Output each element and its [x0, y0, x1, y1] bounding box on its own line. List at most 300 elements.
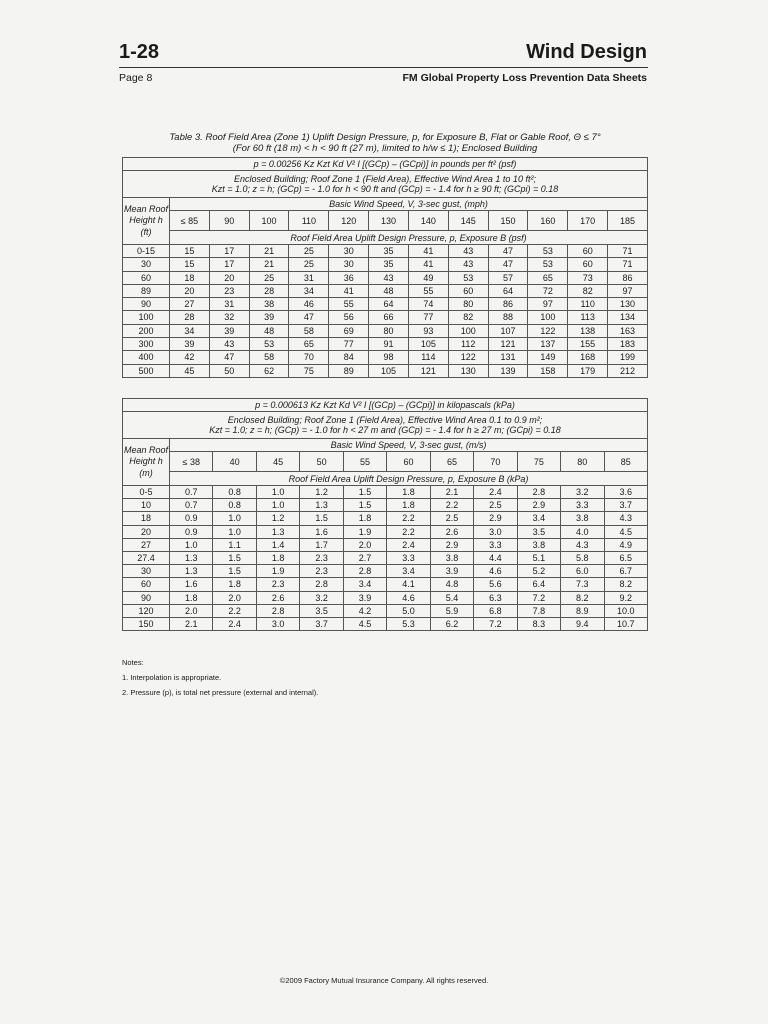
metric-speed-column-header: 75 — [517, 452, 560, 472]
pressure-cell: 77 — [329, 338, 369, 351]
pressure-cell: 1.3 — [170, 552, 213, 565]
pressure-cell: 4.8 — [430, 578, 473, 591]
pressure-cell: 3.4 — [517, 512, 560, 525]
pressure-cell: 134 — [608, 311, 648, 324]
pressure-cell: 163 — [608, 324, 648, 337]
pressure-cell: 91 — [369, 338, 409, 351]
english-speed-column-header: ≤ 85 — [170, 211, 210, 231]
pressure-cell: 17 — [209, 245, 249, 258]
notes-title: Notes: — [122, 658, 144, 667]
pressure-cell: 2.4 — [213, 618, 256, 631]
pressure-cell: 50 — [209, 364, 249, 377]
pressure-cell: 5.3 — [387, 618, 430, 631]
row-height-label: 0-15 — [123, 245, 170, 258]
pressure-cell: 5.4 — [430, 591, 473, 604]
pressure-cell: 2.2 — [213, 604, 256, 617]
pressure-cell: 1.8 — [387, 499, 430, 512]
table-row — [123, 258, 648, 271]
pressure-cell: 3.2 — [300, 591, 343, 604]
pressure-cell: 5.2 — [517, 565, 560, 578]
pressure-cell: 7.2 — [474, 618, 517, 631]
pressure-cell: 6.0 — [561, 565, 604, 578]
table-row — [123, 525, 648, 538]
pressure-cell: 1.8 — [170, 591, 213, 604]
pressure-cell: 60 — [568, 245, 608, 258]
pressure-cell: 183 — [608, 338, 648, 351]
pressure-cell: 4.5 — [343, 618, 386, 631]
pressure-cell: 39 — [249, 311, 289, 324]
pressure-cell: 2.1 — [430, 486, 473, 499]
metric-speed-header: Basic Wind Speed, V, 3-sec gust, (m/s) — [170, 439, 648, 452]
pressure-cell: 23 — [209, 284, 249, 297]
pressure-cell: 42 — [170, 351, 210, 364]
header-rule — [119, 67, 648, 68]
pressure-cell: 1.5 — [343, 499, 386, 512]
metric-speed-column-header: 60 — [387, 452, 430, 472]
pressure-cell: 1.2 — [256, 512, 299, 525]
pressure-cell: 1.2 — [300, 486, 343, 499]
pressure-cell: 45 — [170, 364, 210, 377]
pressure-cell: 4.1 — [387, 578, 430, 591]
pressure-cell: 97 — [608, 284, 648, 297]
pressure-cell: 88 — [488, 311, 528, 324]
pressure-cell: 53 — [249, 338, 289, 351]
metric-conditions-line-2: Kzt = 1.0; z = h; (GCp) = - 1.0 for h < 27 m and (GCp) = - 1.4 for h ≥ 27 m; (GCpi) = 0.18 — [209, 425, 561, 435]
english-speed-column-header: 150 — [488, 211, 528, 231]
pressure-cell: 168 — [568, 351, 608, 364]
row-height-label: 150 — [123, 618, 170, 631]
pressure-cell: 47 — [209, 351, 249, 364]
metric-conditions-line-1: Enclosed Building; Roof Zone 1 (Field Area), Effective Wind Area 0.1 to 0.9 m²; — [227, 415, 543, 425]
pressure-cell: 3.9 — [343, 591, 386, 604]
pressure-cell: 2.5 — [430, 512, 473, 525]
pressure-cell: 62 — [249, 364, 289, 377]
pressure-cell: 41 — [408, 245, 448, 258]
pressure-cell: 0.9 — [170, 512, 213, 525]
pressure-cell: 3.0 — [256, 618, 299, 631]
pressure-cell: 2.8 — [256, 604, 299, 617]
english-speed-column-header: 110 — [289, 211, 329, 231]
pressure-cell: 28 — [249, 284, 289, 297]
pressure-cell: 6.7 — [604, 565, 647, 578]
pressure-cell: 1.1 — [213, 538, 256, 551]
pressure-cell: 1.9 — [256, 565, 299, 578]
pressure-cell: 39 — [209, 324, 249, 337]
pressure-cell: 80 — [448, 298, 488, 311]
page-number: 1-28 — [119, 41, 160, 63]
pressure-cell: 77 — [408, 311, 448, 324]
pressure-cell: 49 — [408, 271, 448, 284]
pressure-cell: 2.6 — [430, 525, 473, 538]
row-height-label: 60 — [123, 578, 170, 591]
table-row — [123, 338, 648, 351]
metric-speed-column-header: 65 — [430, 452, 473, 472]
english-row-header: Mean Roof Height h (ft) — [123, 198, 170, 245]
pressure-cell: 2.5 — [474, 499, 517, 512]
table-row — [123, 578, 648, 591]
pressure-cell: 20 — [209, 271, 249, 284]
pressure-cell: 34 — [289, 284, 329, 297]
pressure-cell: 25 — [249, 271, 289, 284]
pressure-cell: 6.8 — [474, 604, 517, 617]
pressure-cell: 41 — [408, 258, 448, 271]
pressure-cell: 58 — [249, 351, 289, 364]
pressure-cell: 3.9 — [430, 565, 473, 578]
pressure-cell: 89 — [329, 364, 369, 377]
pressure-cell: 122 — [448, 351, 488, 364]
pressure-cell: 7.3 — [561, 578, 604, 591]
pressure-cell: 2.2 — [387, 512, 430, 525]
pressure-cell: 56 — [329, 311, 369, 324]
row-height-label: 100 — [123, 311, 170, 324]
pressure-cell: 4.6 — [474, 565, 517, 578]
pressure-cell: 10.7 — [604, 618, 647, 631]
pressure-cell: 100 — [448, 324, 488, 337]
table-row — [123, 565, 648, 578]
pressure-cell: 0.7 — [170, 486, 213, 499]
metric-speed-column-header: 85 — [604, 452, 647, 472]
table-row — [123, 486, 648, 499]
pressure-cell: 97 — [528, 298, 568, 311]
metric-row-header: Mean Roof Height h (m) — [123, 439, 170, 486]
pressure-cell: 1.8 — [387, 486, 430, 499]
pressure-cell: 1.0 — [213, 525, 256, 538]
table-row — [123, 552, 648, 565]
table-row — [123, 271, 648, 284]
pressure-cell: 65 — [289, 338, 329, 351]
pressure-cell: 66 — [369, 311, 409, 324]
pressure-cell: 53 — [448, 271, 488, 284]
pressure-cell: 130 — [448, 364, 488, 377]
pressure-cell: 1.9 — [343, 525, 386, 538]
pressure-cell: 82 — [448, 311, 488, 324]
pressure-cell: 2.7 — [343, 552, 386, 565]
pressure-cell: 82 — [568, 284, 608, 297]
metric-formula: p = 0.000613 Kz Kzt Kd V² I [(GCp) – (GCpi)] in kilopascals (kPa) — [123, 399, 648, 412]
pressure-cell: 1.0 — [170, 538, 213, 551]
metric-speed-column-header: 80 — [561, 452, 604, 472]
pressure-cell: 149 — [528, 351, 568, 364]
pressure-cell: 32 — [209, 311, 249, 324]
pressure-cell: 3.3 — [474, 538, 517, 551]
pressure-cell: 3.5 — [300, 604, 343, 617]
english-speed-header: Basic Wind Speed, V, 3-sec gust, (mph) — [170, 198, 648, 211]
pressure-cell: 18 — [170, 271, 210, 284]
pressure-cell: 38 — [249, 298, 289, 311]
metric-pressure-header: Roof Field Area Uplift Design Pressure, p, Exposure B (kPa) — [170, 472, 648, 486]
pressure-cell: 15 — [170, 245, 210, 258]
metric-speed-column-header: 70 — [474, 452, 517, 472]
pressure-cell: 48 — [249, 324, 289, 337]
pressure-cell: 2.0 — [213, 591, 256, 604]
pressure-cell: 47 — [488, 245, 528, 258]
pressure-cell: 4.5 — [604, 525, 647, 538]
table-row — [123, 245, 648, 258]
pressure-cell: 3.3 — [387, 552, 430, 565]
pressure-cell: 48 — [369, 284, 409, 297]
english-speed-column-header: 90 — [209, 211, 249, 231]
pressure-cell: 6.4 — [517, 578, 560, 591]
metric-speed-column-header: 45 — [256, 452, 299, 472]
pressure-cell: 131 — [488, 351, 528, 364]
table-row — [123, 618, 648, 631]
pressure-cell: 1.8 — [213, 578, 256, 591]
pressure-cell: 43 — [448, 258, 488, 271]
pressure-cell: 1.3 — [256, 525, 299, 538]
metric-speed-column-header: 40 — [213, 452, 256, 472]
pressure-cell: 7.2 — [517, 591, 560, 604]
english-speed-column-header: 100 — [249, 211, 289, 231]
row-height-label: 300 — [123, 338, 170, 351]
pressure-cell: 74 — [408, 298, 448, 311]
row-height-label: 90 — [123, 591, 170, 604]
pressure-cell: 2.9 — [474, 512, 517, 525]
pressure-cell: 105 — [369, 364, 409, 377]
row-height-label: 200 — [123, 324, 170, 337]
pressure-cell: 138 — [568, 324, 608, 337]
pressure-cell: 9.2 — [604, 591, 647, 604]
pressure-cell: 3.4 — [343, 578, 386, 591]
pressure-cell: 2.3 — [300, 565, 343, 578]
table-row — [123, 364, 648, 377]
english-speed-column-header: 145 — [448, 211, 488, 231]
pressure-cell: 2.2 — [387, 525, 430, 538]
table-caption — [122, 132, 648, 154]
pressure-cell: 53 — [528, 245, 568, 258]
pressure-cell: 2.4 — [474, 486, 517, 499]
table-row — [123, 538, 648, 551]
pressure-cell: 113 — [568, 311, 608, 324]
table-row — [123, 284, 648, 297]
english-formula: p = 0.00256 Kz Kzt Kd V² I [(GCp) – (GCpi)] in pounds per ft² (psf) — [123, 158, 648, 171]
pressure-cell: 35 — [369, 258, 409, 271]
pressure-cell: 199 — [608, 351, 648, 364]
pressure-cell: 84 — [329, 351, 369, 364]
note-item: 2. Pressure (p), is total net pressure (external and internal). — [122, 688, 319, 697]
pressure-cell: 137 — [528, 338, 568, 351]
pressure-cell: 8.3 — [517, 618, 560, 631]
pressure-cell: 25 — [289, 258, 329, 271]
pressure-cell: 80 — [369, 324, 409, 337]
pressure-cell: 47 — [488, 258, 528, 271]
metric-speed-column-header: 50 — [300, 452, 343, 472]
pressure-cell: 25 — [289, 245, 329, 258]
pressure-cell: 121 — [488, 338, 528, 351]
caption-line-2: (For 60 ft (18 m) < h < 90 ft (27 m), limited to h/w ≤ 1); Enclosed Building — [232, 143, 538, 154]
pressure-cell: 7.8 — [517, 604, 560, 617]
pressure-cell: 60 — [568, 258, 608, 271]
english-units-table — [122, 157, 648, 378]
pressure-cell: 98 — [369, 351, 409, 364]
pressure-cell: 1.3 — [170, 565, 213, 578]
pressure-cell: 43 — [369, 271, 409, 284]
row-height-label: 90 — [123, 298, 170, 311]
pressure-cell: 110 — [568, 298, 608, 311]
pressure-cell: 3.8 — [561, 512, 604, 525]
table-row — [123, 324, 648, 337]
pressure-cell: 71 — [608, 245, 648, 258]
pressure-cell: 70 — [289, 351, 329, 364]
metric-speed-column-header: 55 — [343, 452, 386, 472]
pressure-cell: 4.6 — [387, 591, 430, 604]
english-speed-column-header: 185 — [608, 211, 648, 231]
pressure-cell: 107 — [488, 324, 528, 337]
pressure-cell: 86 — [488, 298, 528, 311]
pressure-cell: 3.5 — [517, 525, 560, 538]
pressure-cell: 9.4 — [561, 618, 604, 631]
pressure-cell: 21 — [249, 258, 289, 271]
pressure-cell: 179 — [568, 364, 608, 377]
table-row — [123, 604, 648, 617]
pressure-cell: 105 — [408, 338, 448, 351]
pressure-cell: 1.7 — [300, 538, 343, 551]
row-height-label: 18 — [123, 512, 170, 525]
pressure-cell: 1.5 — [213, 565, 256, 578]
metric-conditions — [123, 412, 648, 439]
pressure-cell: 212 — [608, 364, 648, 377]
pressure-cell: 75 — [289, 364, 329, 377]
pressure-cell: 5.9 — [430, 604, 473, 617]
pressure-cell: 8.2 — [561, 591, 604, 604]
pressure-cell: 2.6 — [256, 591, 299, 604]
pressure-cell: 46 — [289, 298, 329, 311]
pressure-cell: 2.4 — [387, 538, 430, 551]
pressure-cell: 41 — [329, 284, 369, 297]
pressure-cell: 43 — [448, 245, 488, 258]
english-speed-column-header: 170 — [568, 211, 608, 231]
pressure-cell: 72 — [528, 284, 568, 297]
pressure-cell: 3.7 — [604, 499, 647, 512]
row-height-label: 89 — [123, 284, 170, 297]
pressure-cell: 130 — [608, 298, 648, 311]
pressure-cell: 3.2 — [561, 486, 604, 499]
pressure-cell: 43 — [209, 338, 249, 351]
pressure-cell: 1.0 — [256, 486, 299, 499]
pressure-cell: 53 — [528, 258, 568, 271]
pressure-cell: 1.6 — [300, 525, 343, 538]
pressure-cell: 2.8 — [517, 486, 560, 499]
pressure-cell: 27 — [170, 298, 210, 311]
series-title: FM Global Property Loss Prevention Data Sheets — [402, 72, 647, 84]
pressure-cell: 4.4 — [474, 552, 517, 565]
pressure-cell: 47 — [289, 311, 329, 324]
copyright-footer: ©2009 Factory Mutual Insurance Company. All rights reserved. — [279, 976, 489, 985]
english-conditions-line-1: Enclosed Building; Roof Zone 1 (Field Area), Effective Wind Area 1 to 10 ft²; — [234, 174, 536, 184]
row-height-label: 120 — [123, 604, 170, 617]
pressure-cell: 2.1 — [170, 618, 213, 631]
pressure-cell: 30 — [329, 258, 369, 271]
pressure-cell: 36 — [329, 271, 369, 284]
pressure-cell: 2.3 — [300, 552, 343, 565]
pressure-cell: 6.3 — [474, 591, 517, 604]
pressure-cell: 2.8 — [343, 565, 386, 578]
pressure-cell: 2.0 — [343, 538, 386, 551]
pressure-cell: 2.2 — [430, 499, 473, 512]
row-height-label: 20 — [123, 525, 170, 538]
table-row — [123, 298, 648, 311]
pressure-cell: 3.7 — [300, 618, 343, 631]
table-row — [123, 512, 648, 525]
pressure-cell: 55 — [329, 298, 369, 311]
pressure-cell: 8.2 — [604, 578, 647, 591]
row-height-label: 500 — [123, 364, 170, 377]
pressure-cell: 6.2 — [430, 618, 473, 631]
table-row — [123, 311, 648, 324]
pressure-cell: 3.8 — [430, 552, 473, 565]
pressure-cell: 10.0 — [604, 604, 647, 617]
pressure-cell: 73 — [568, 271, 608, 284]
document-title: Wind Design — [526, 41, 647, 63]
pressure-cell: 30 — [329, 245, 369, 258]
pressure-cell: 17 — [209, 258, 249, 271]
pressure-cell: 15 — [170, 258, 210, 271]
pressure-cell: 69 — [329, 324, 369, 337]
pressure-cell: 20 — [170, 284, 210, 297]
row-height-label: 27.4 — [123, 552, 170, 565]
pressure-cell: 1.5 — [300, 512, 343, 525]
note-item: 1. Interpolation is appropriate. — [122, 673, 222, 682]
pressure-cell: 5.0 — [387, 604, 430, 617]
pressure-cell: 3.4 — [387, 565, 430, 578]
pressure-cell: 1.6 — [170, 578, 213, 591]
pressure-cell: 4.0 — [561, 525, 604, 538]
pressure-cell: 5.8 — [561, 552, 604, 565]
caption-line-1: Table 3. Roof Field Area (Zone 1) Uplift Design Pressure, p, for Exposure B, Flat or Gable Roof, Θ ≤ 7° — [169, 132, 601, 143]
pressure-cell: 6.5 — [604, 552, 647, 565]
pressure-cell: 64 — [488, 284, 528, 297]
pressure-cell: 121 — [408, 364, 448, 377]
pressure-cell: 2.0 — [170, 604, 213, 617]
pressure-cell: 31 — [209, 298, 249, 311]
row-height-label: 27 — [123, 538, 170, 551]
pressure-cell: 1.3 — [300, 499, 343, 512]
pressure-cell: 1.0 — [213, 512, 256, 525]
pressure-cell: 122 — [528, 324, 568, 337]
pressure-cell: 3.0 — [474, 525, 517, 538]
metric-speed-column-header: ≤ 38 — [170, 452, 213, 472]
english-speed-column-header: 140 — [408, 211, 448, 231]
pressure-cell: 3.6 — [604, 486, 647, 499]
pressure-cell: 58 — [289, 324, 329, 337]
english-conditions — [123, 171, 648, 198]
pressure-cell: 100 — [528, 311, 568, 324]
pressure-cell: 4.3 — [561, 538, 604, 551]
pressure-cell: 71 — [608, 258, 648, 271]
pressure-cell: 57 — [488, 271, 528, 284]
pressure-cell: 4.3 — [604, 512, 647, 525]
row-height-label: 60 — [123, 271, 170, 284]
english-conditions-line-2: Kzt = 1.0; z = h; (GCp) = - 1.0 for h < 90 ft and (GCp) = - 1.4 for h ≥ 90 ft; (GCpi) = 0.18 — [211, 184, 559, 194]
row-height-label: 400 — [123, 351, 170, 364]
row-height-label: 0-5 — [123, 486, 170, 499]
pressure-cell: 55 — [408, 284, 448, 297]
pressure-cell: 1.8 — [343, 512, 386, 525]
pressure-cell: 35 — [369, 245, 409, 258]
pressure-cell: 112 — [448, 338, 488, 351]
pressure-cell: 34 — [170, 324, 210, 337]
pressure-cell: 5.1 — [517, 552, 560, 565]
page-label: Page 8 — [119, 72, 153, 84]
pressure-cell: 0.8 — [213, 499, 256, 512]
pressure-cell: 114 — [408, 351, 448, 364]
row-height-label: 30 — [123, 565, 170, 578]
pressure-cell: 139 — [488, 364, 528, 377]
english-speed-column-header: 120 — [329, 211, 369, 231]
pressure-cell: 2.9 — [430, 538, 473, 551]
row-height-label: 30 — [123, 258, 170, 271]
pressure-cell: 5.6 — [474, 578, 517, 591]
table-row — [123, 591, 648, 604]
